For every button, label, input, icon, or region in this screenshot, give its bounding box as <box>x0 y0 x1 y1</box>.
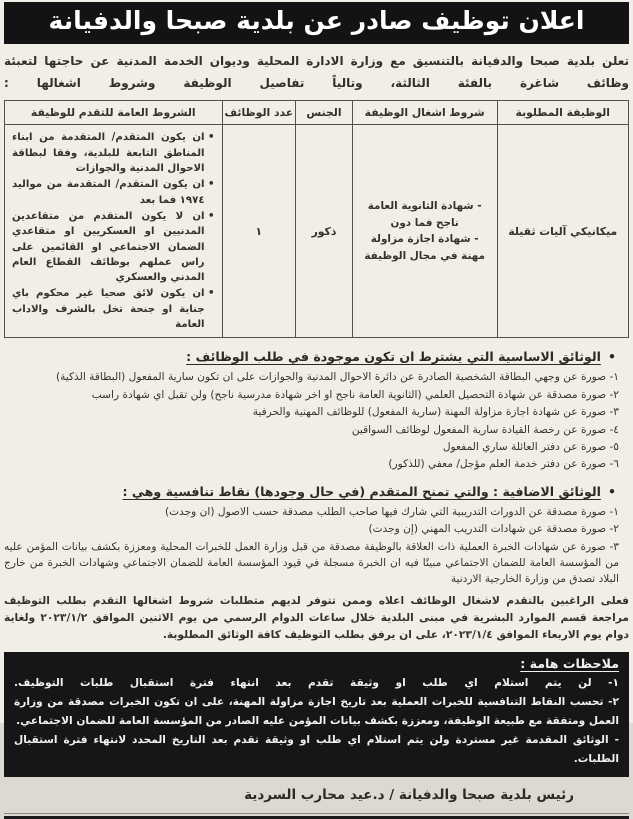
general-condition-item: • ان يكون المتقدم/ المتقدمة من مواليد ١٩٧٤ فما بعد <box>12 177 215 208</box>
basic-doc-item: ٣- صورة عن شهادة اجازة مزاولة المهنة (سارية المفعول) للوظائف المهنية والحرفية <box>252 406 619 419</box>
basic-docs-heading: •الوثائق الاساسية التي يشترط ان تكون موجودة في طلب الوظائف : <box>186 349 616 365</box>
notes-heading: ملاحظات هامة : <box>520 656 619 672</box>
basic-doc-item: ٢- صورة مصدقة عن شهادة التحصيل العلمي (الثانوية العامة ناجح او اخر شهادة مدرسية ناجح) ولن تقبل اي شهادة راسب <box>91 388 619 401</box>
table-header-cell: الجنس <box>296 101 353 125</box>
job-table <box>4 100 629 338</box>
note-item: ٢- تحسب النقاط التنافسية للخبرات العملية بعد تاريخ اجازة مزاولة المهنة، على ان تكون الخبرات مصدقة من وزارة العمل ومتفقة مع طبيعة الوظيفة، ومعززة بكشف بيانات المؤمن عليه الصادر من المؤسسة العامة للضمان الاجتماعي. <box>14 696 619 728</box>
notes-list <box>14 674 619 769</box>
job-table-header-row <box>5 101 629 125</box>
additional-docs-heading: •الوثائق الاضافية : والتي تمنح المتقدم (في حال وجودها) نقاط تنافسية وهي : <box>122 483 616 499</box>
general-condition-item: • ان لا يكون المتقدم من متقاعدين المدنيين او العسكريين او متقاعدي الضمان الاجتماعي او القائمين على راس عملهم بوظائف القطاع العام المدني والعسكري <box>12 209 215 285</box>
bullet-icon: • <box>607 483 616 499</box>
table-header-cell: عدد الوظائف <box>222 101 296 125</box>
general-conditions-list <box>12 130 215 332</box>
table-header-cell: الشروط العامة للتقدم للوظيفة <box>5 101 223 125</box>
gender-cell: ذكور <box>296 125 353 338</box>
table-header-cell: الوظيفة المطلوبة <box>497 101 629 125</box>
application-paragraph: فعلى الراغبين بالتقدم لاشغال الوظائف اعلاه وممن تتوفر لديهم متطلبات شروط اشغالها التقدم بطلب التوظيف مراجعة قسم الموارد البشرية في مبنى البلدية خلال ساعات الدوام الرسمي من يوم الاثنين الموافق ٢٠٢٣/١/٢ ولغاية دوام يوم الاربعاء الموافق ٢٠٢٣/١/٤، على ان يرفق بطلب التوظيف كافة الوثائق المطلوبة. <box>4 593 629 642</box>
bottom-divider <box>4 813 629 814</box>
note-item: - الوثائق المقدمة غير مستردة ولن يتم استلام اي طلب او وثيقة تقدم بعد التاريخ المحدد لانتهاء فترة استقبال الطلبات. <box>14 734 619 766</box>
note-item: ١- لن يتم استلام اي طلب او وثيقة تقدم بعد انتهاء فترة استقبال طلبات التوظيف. <box>14 677 619 690</box>
intro-paragraph: تعلن بلدية صبحا والدفيانة بالتنسيق مع وزارة الادارة المحلية وديوان الخدمة المدنية عن حاجتها لتعبئة وظائف شاغرة بالفئة الثالثة، وتالياً تفاصيل الوظيفة وشروط اشغالها : <box>4 54 629 90</box>
table-header-cell: شروط اشغال الوظيفة <box>352 101 497 125</box>
additional-doc-item: ٣- صورة عن شهادات الخبرة العملية ذات العلاقة بالوظيفة مصدقة من قبل وزارة العمل للخبرات المحلية ومعززة بكشف بيانات المؤمن عليه من المؤسسة العامة للضمان الاجتماعي مبينًا فيه ان الخبرة مسجلة في قيود المؤسسة العامة للضمان الاجتماعي وشهادات الخبرة من خارج البلاد تصدق من وزارة الخارجية الاردنية <box>4 540 619 586</box>
additional-doc-item: ٢- صورة مصدقة عن شهادات التدريب المهني (إن وجدت) <box>368 523 619 536</box>
bullet-icon: • <box>607 349 616 365</box>
job-condition-line: - شهادة الثانوية العامة ناجح فما دون <box>367 200 482 229</box>
announcement-title-banner <box>4 2 629 44</box>
job-conditions-lines <box>363 198 487 265</box>
basic-doc-item: ١- صورة عن وجهي البطاقة الشخصية الصادرة عن دائرة الاحوال المدنية والجوازات على ان تكون سارية المفعول (البطاقة الذكية) <box>55 371 619 384</box>
important-notes-box <box>4 652 629 777</box>
job-title-cell: ميكانيكي آليات ثقيلة <box>497 125 629 338</box>
page-title: اعلان توظيف صادر عن بلدية صبحا والدفيانة <box>48 6 585 35</box>
table-row <box>5 125 629 338</box>
job-table-header <box>5 101 629 125</box>
job-conditions-cell <box>352 125 497 338</box>
job-condition-line: - شهادة اجازة مزاولة مهنة في مجال الوظيفة <box>364 233 485 262</box>
basic-doc-item: ٥- صورة عن دفتر العائلة ساري المفعول <box>442 440 619 453</box>
additional-doc-item: ١- صورة مصدقة عن الدورات التدريبية التي شارك فيها صاحب الطلب مصدقة حسب الاصول (ان وجدت) <box>164 505 619 518</box>
basic-doc-item: ٤- صورة عن رخصة القيادة سارية المفعول لوظائف السواقين <box>351 423 619 436</box>
job-count-cell: ١ <box>222 125 296 338</box>
general-condition-item: • ان يكون لائق صحيا غير محكوم باي جناية او جنحة تخل بالشرف والاداب العامة <box>12 286 215 332</box>
general-condition-item: • ان يكون المتقدم/ المتقدمة من ابناء المناطق التابعة للبلدية، وفقا لبطاقة الاحوال المدنية والجوازات <box>12 130 215 176</box>
signature-line: رئيس بلدية صبحا والدفيانة / د.عيد محارب السردية <box>244 787 574 804</box>
basic-docs-list <box>4 369 619 472</box>
additional-docs-list <box>4 504 619 588</box>
basic-doc-item: ٦- صورة عن دفتر خدمة العلم مؤجل/ معفي (للذكور) <box>388 458 619 471</box>
general-conditions-cell <box>5 125 223 338</box>
